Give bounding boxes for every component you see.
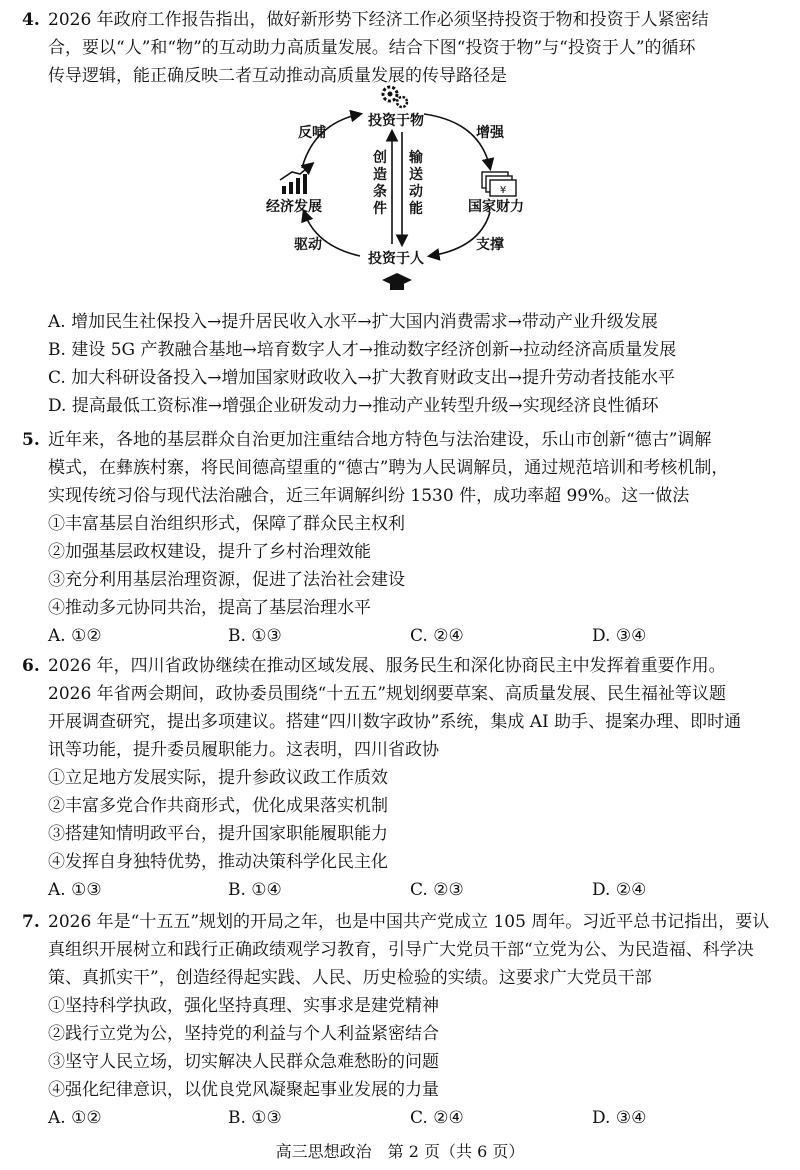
q4-cycle-diagram <box>262 84 542 294</box>
q7-item-2: ②践行立党为公，坚持党的利益与个人利益紧密结合 <box>48 1024 439 1044</box>
q5-choices <box>48 622 788 650</box>
q7-choice-c[interactable]: C. ②④ <box>410 1108 464 1128</box>
bar-chart-growth-icon <box>280 164 312 194</box>
q5-line-2: 模式，在彝族村寨，将民间德高望重的“德古”聘为人民调解员，通过规范培训和考核机制， <box>48 458 729 478</box>
q5-choice-a[interactable]: A. ①② <box>48 626 102 646</box>
q5-line-1: 近年来，各地的基层群众自治更加注重结合地方特色与法治建设，乐山市创新“德古”调解 <box>48 430 712 450</box>
arc-label-support: 支撑 <box>476 237 504 253</box>
q6-item-4: ④发挥自身独特优势，推动决策科学化民主化 <box>48 852 388 872</box>
q7-line-1: 2026 年是“十五五”规划的开局之年，也是中国共产党成立 105 周年。习近平总书记指出，要认 <box>48 912 770 932</box>
gears-icon <box>383 87 407 107</box>
q5-item-4: ④推动多元协同共治，提高了基层治理水平 <box>48 598 371 618</box>
q6-choice-b[interactable]: B. ①④ <box>228 880 282 900</box>
arc-label-drive: 驱动 <box>294 237 322 253</box>
q6-line-3: 开展调查研究，提出多项建议。搭建“四川数字政协”系统，集成 AI 助手、提案办理、即时通 <box>48 712 742 732</box>
q5-choice-d[interactable]: D. ③④ <box>592 626 647 646</box>
q7-choices <box>48 1104 788 1132</box>
q6-number: 6. <box>22 656 40 676</box>
vertical-label-deliver-momentum: 输 送 动 能 <box>409 150 423 217</box>
money-stack-icon <box>482 172 516 196</box>
q7-line-3: 策、真抓实干”，创造经得起实践、人民、历史检验的实绩。这要求广大党员干部 <box>48 968 652 988</box>
q5-item-2: ②加强基层政权建设，提升了乡村治理效能 <box>48 542 371 562</box>
node-invest-in-people: 投资于人 <box>368 251 424 267</box>
q7-item-4: ④强化纪律意识，以优良党风凝聚起事业发展的力量 <box>48 1080 439 1100</box>
q5-line-3: 实现传统习俗与现代法治融合，近三年调解纠纷 1530 件，成功率超 99%。这一做法 <box>48 486 690 506</box>
q6-choice-a[interactable]: A. ①③ <box>48 880 102 900</box>
q4-line-3: 传导逻辑，能正确反映二者互动推动高质量发展的传导路径是 <box>48 66 507 86</box>
q7-item-3: ③坚守人民立场，切实解决人民群众急难愁盼的问题 <box>48 1052 439 1072</box>
q7-number: 7. <box>22 912 40 932</box>
node-national-finance: 国家财力 <box>468 199 524 215</box>
q6-item-3: ③搭建知情明政平台，提升国家职能履职能力 <box>48 824 388 844</box>
q4-number: 4. <box>22 10 40 30</box>
svg-text:¥: ¥ <box>499 185 507 196</box>
q6-line-2: 2026 年省两会期间，政协委员围绕“十五五”规划纲要草案、高质量发展、民生福祉等议题 <box>48 684 727 704</box>
q6-choice-c[interactable]: C. ②③ <box>410 880 464 900</box>
q4-option-b[interactable]: B. 建设 5G 产教融合基地→培育数字人才→推动数字经济创新→拉动经济高质量发展 <box>48 340 677 360</box>
q7-choice-b[interactable]: B. ①③ <box>228 1108 282 1128</box>
q7-item-1: ①坚持科学执政，强化坚持真理、实事求是建党精神 <box>48 996 439 1016</box>
q7-choice-d[interactable]: D. ③④ <box>592 1108 647 1128</box>
q6-item-1: ①立足地方发展实际，提升参政议政工作质效 <box>48 768 388 788</box>
graduation-cap-icon <box>382 273 412 290</box>
q4-line-1: 2026 年政府工作报告指出，做好新形势下经济工作必须坚持投资于物和投资于人紧密结 <box>48 10 709 30</box>
q4-line-2: 合，要以“人”和“物”的互动助力高质量发展。结合下图“投资于物”与“投资于人”的循环 <box>48 38 696 58</box>
q5-item-1: ①丰富基层自治组织形式，保障了群众民主权利 <box>48 514 405 534</box>
q7-choice-a[interactable]: A. ①② <box>48 1108 102 1128</box>
page-footer: 高三思想政治 第 2 页（共 6 页） <box>275 1142 525 1161</box>
q6-line-4: 讯等功能，提升委员履职能力。这表明，四川省政协 <box>48 740 439 760</box>
q5-choice-c[interactable]: C. ②④ <box>410 626 464 646</box>
q4-option-d[interactable]: D. 提高最低工资标准→增强企业研发动力→推动产业转型升级→实现经济良性循环 <box>48 396 659 416</box>
q4-option-c[interactable]: C. 加大科研设备投入→增加国家财政收入→扩大教育财政支出→提升劳动者技能水平 <box>48 368 675 388</box>
node-economic-development: 经济发展 <box>266 199 322 215</box>
q7-line-2: 真组织开展树立和践行正确政绩观学习教育，引导广大党员干部“立党为公、为民造福、科学决 <box>48 940 754 960</box>
q6-line-1: 2026 年，四川省政协继续在推动区域发展、服务民生和深化协商民主中发挥着重要作用。 <box>48 656 726 676</box>
q6-choices <box>48 876 788 904</box>
arc-label-feedback: 反哺 <box>298 125 326 141</box>
q6-item-2: ②丰富多党合作共商形式，优化成果落实机制 <box>48 796 388 816</box>
q5-choice-b[interactable]: B. ①③ <box>228 626 282 646</box>
q5-number: 5. <box>22 430 40 450</box>
node-invest-in-things: 投资于物 <box>368 113 424 129</box>
q4-option-a[interactable]: A. 增加民生社保投入→提升居民收入水平→扩大国内消费需求→带动产业升级发展 <box>48 312 658 332</box>
q5-item-3: ③充分利用基层治理资源，促进了法治社会建设 <box>48 570 405 590</box>
arc-label-strengthen: 增强 <box>476 125 504 141</box>
vertical-label-create-conditions: 创 造 条 件 <box>373 150 387 217</box>
q6-choice-d[interactable]: D. ②④ <box>592 880 647 900</box>
